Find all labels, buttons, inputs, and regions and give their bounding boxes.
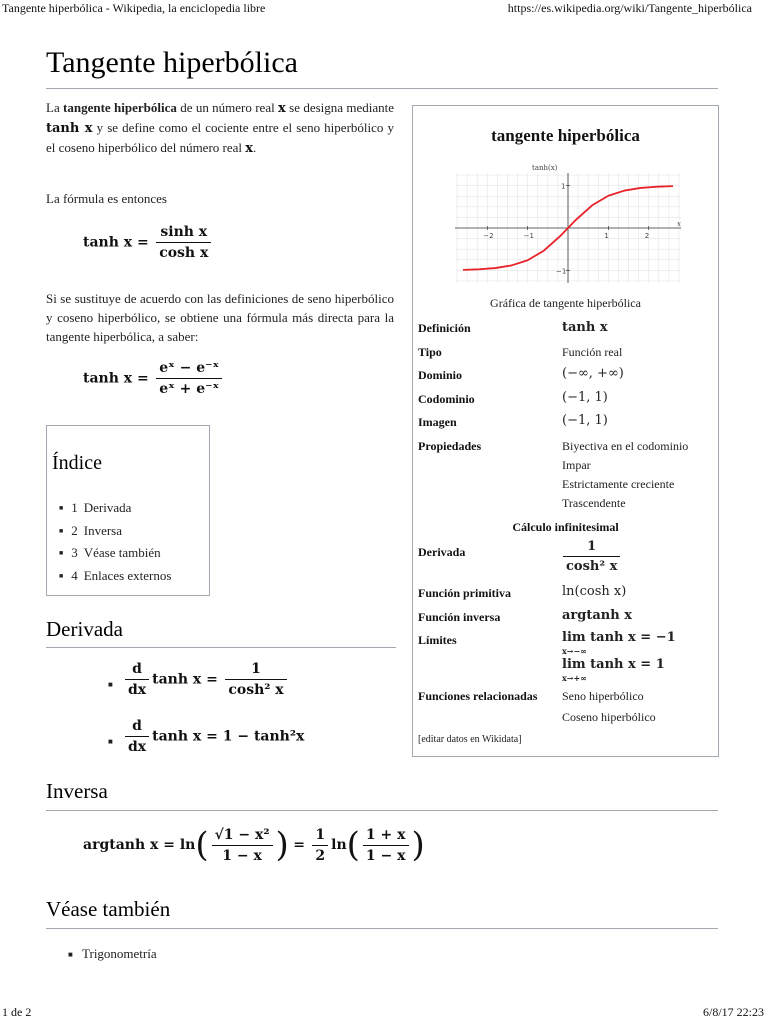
- title-divider: [46, 88, 718, 89]
- y-tick-label: −1: [556, 267, 567, 276]
- intro-paragraph: La tangente hiperbólica de un número real x se designa mediante tanh x y se define como el cociente entre el seno hiperbólico y el coseno hiperbólico del número real x.: [46, 100, 395, 156]
- infobox-value-limite-2-sub: x→+∞: [562, 673, 587, 683]
- toc-item[interactable]: ■ 2 Inversa: [73, 521, 171, 544]
- infobox-label-imagen: Imagen: [418, 415, 457, 429]
- infobox-value-biyectiva[interactable]: Biyectiva en el codominio: [562, 439, 689, 453]
- section-divider: [46, 928, 718, 929]
- infobox-section-calculo: Cálculo infinitesimal: [512, 520, 619, 534]
- table-of-contents: [46, 425, 210, 596]
- section-heading-inversa: Inversa: [46, 779, 108, 803]
- formula-argtanh: argtanh x = ln( $\frac{\text{√1 − x²}}{1 - x}$ ) = $\frac{1}{2}$ ln( $\frac{1 + x}{1 - x}$ ): [83, 825, 425, 865]
- list-bullet: ■: [108, 680, 113, 689]
- x-axis-label: x: [677, 220, 681, 228]
- x-tick-label: −1: [523, 232, 534, 240]
- infobox: [412, 105, 719, 757]
- formula-derivative-2: $\frac{d}{dx}$ tanh x = 1 − tanh²x: [122, 718, 304, 755]
- formula-intro: La fórmula es entonces: [46, 191, 167, 206]
- link-trigonometria[interactable]: Trigonometría: [82, 946, 157, 961]
- math-tanh: tanh x: [46, 121, 93, 136]
- infobox-value-limite-1: lim tanh x = −1: [562, 630, 676, 645]
- section-heading-vease: Véase también: [46, 897, 171, 921]
- infobox-label-inversa: Función inversa: [418, 610, 501, 624]
- x-tick-label: 2: [644, 232, 650, 240]
- toc-item[interactable]: ■ 4 Enlaces externos: [73, 566, 171, 589]
- infobox-value-derivada: $\frac{1}{\text{cosh² x}}$: [563, 539, 620, 574]
- infobox-value-inversa: argtanh x: [562, 608, 632, 623]
- infobox-value-codominio: (−1, 1): [562, 390, 608, 405]
- infobox-value-trascendente[interactable]: Trascendente: [562, 496, 626, 510]
- infobox-link-seno-hiperbolico[interactable]: Seno hiperbólico: [562, 689, 644, 703]
- infobox-value-primitiva: ln(cosh x): [562, 584, 627, 599]
- infobox-label-codominio: Codominio: [418, 392, 475, 406]
- formula-derivative-1: $\frac{d}{dx}$ tanh x = $\frac{1}{\text{cosh² x}}$: [122, 661, 290, 698]
- infobox-value-tipo[interactable]: Función real: [562, 345, 623, 359]
- infobox-value-definicion: tanh x: [562, 320, 608, 335]
- toc-list: [71, 498, 172, 588]
- chart-axes: [455, 164, 681, 283]
- y-tick-label: 1: [561, 182, 566, 191]
- page-title: Tangente hiperbólica: [46, 46, 298, 79]
- infobox-label-propiedades: Propiedades: [418, 439, 482, 453]
- infobox-value-limite-1-sub: x→−∞: [562, 646, 587, 656]
- print-page-title: Tangente hiperbólica - Wikipedia, la enciclopedia libre: [2, 1, 266, 15]
- infobox-value-limite-2: lim tanh x = 1: [562, 657, 665, 672]
- x-tick-label: −2: [483, 232, 494, 240]
- math-x: x: [278, 101, 286, 116]
- formula-tanh-definition: tanh x = $\frac{\text{sinh x}}{\text{cosh x}}$: [83, 224, 214, 261]
- infobox-label-relacionadas: Funciones relacionadas: [418, 689, 538, 703]
- print-datetime: 6/8/17 22:23: [702, 1005, 764, 1019]
- toc-item[interactable]: ■ 3 Véase también: [73, 543, 171, 566]
- list-bullet: ■: [108, 737, 113, 746]
- infobox-label-primitiva: Función primitiva: [418, 586, 512, 600]
- infobox-caption: Gráfica de tangente hiperbólica: [490, 296, 641, 310]
- toc-heading: Índice: [52, 452, 102, 474]
- infobox-value-dominio: (−∞, +∞): [562, 366, 624, 381]
- term-bold: tangente hiperbólica: [63, 100, 177, 115]
- infobox-label-tipo: Tipo: [418, 345, 442, 359]
- print-url: https://es.wikipedia.org/wiki/Tangente_hiperbólica: [507, 1, 752, 15]
- list-bullet: ■: [68, 950, 73, 959]
- paragraph-substitution: Si se sustituye de acuerdo con las definiciones de seno hiperbólico y coseno hiperbólico, se obtiene una fórmula más directa para la tangente hiperbólica, a saber:: [46, 291, 394, 344]
- infobox-label-derivada: Derivada: [418, 545, 466, 559]
- section-heading-derivada: Derivada: [46, 617, 123, 641]
- toc-item[interactable]: ■ 1 Derivada: [73, 498, 171, 521]
- math-x: x: [245, 141, 254, 156]
- infobox-link-coseno-hiperbolico[interactable]: Coseno hiperbólico: [562, 710, 656, 724]
- section-divider: [46, 647, 396, 648]
- infobox-label-definicion: Definición: [418, 321, 471, 335]
- tanh-graph: [453, 161, 683, 286]
- infobox-value-imagen: (−1, 1): [562, 413, 608, 428]
- infobox-label-dominio: Dominio: [418, 368, 463, 382]
- print-page-number: 1 de 2: [2, 1005, 32, 1019]
- infobox-value-creciente[interactable]: Estrictamente creciente: [562, 477, 675, 491]
- infobox-value-impar[interactable]: Impar: [562, 458, 591, 472]
- x-tick-label: 1: [604, 232, 609, 240]
- section-divider: [46, 810, 718, 811]
- formula-tanh-exponential: tanh x = $\frac{\text{eˣ − e⁻ˣ}}{\text{eˣ + e⁻ˣ}}$: [83, 360, 225, 397]
- y-axis-label: tanh(x): [532, 164, 558, 172]
- infobox-edit-wikidata-link[interactable]: [editar datos en Wikidata]: [418, 734, 522, 745]
- infobox-title: tangente hiperbólica: [491, 126, 640, 145]
- infobox-label-limites: Límites: [418, 633, 457, 647]
